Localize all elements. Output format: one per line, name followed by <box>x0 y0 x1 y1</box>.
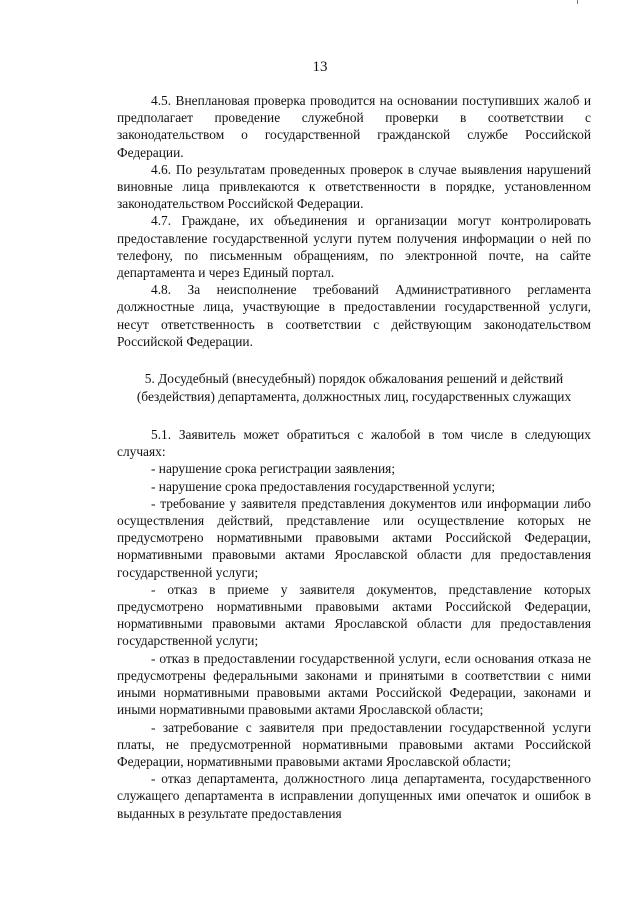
paragraph-5-1: 5.1. Заявитель может обратиться с жалобой в том числе в следующих случаях: <box>117 427 591 460</box>
list-item: - требование у заявителя представления документов или информации либо осуществления действий, представление или осуществление которых не предусмотрено нормативными правовыми актами Российской Федерации, нормативными правовыми актами Ярославской области для предоставления государственной услуги; <box>117 495 591 580</box>
complaint-cases-list <box>117 460 591 821</box>
paragraph-4-8: 4.8. За неисполнение требований Административного регламента должностные лица, участвующие в предоставлении государственной услуги, несут ответственность в соответствии с действующим законодательством Российской Федерации. <box>117 282 591 349</box>
section-5-heading-line-2: (бездействия) департамента, должностных лиц, государственных служащих <box>136 389 572 405</box>
page-body <box>117 92 591 822</box>
section-5-heading <box>117 370 591 406</box>
page-number: 13 <box>312 59 328 75</box>
list-item: - затребование с заявителя при предоставлении государственной услуги платы, не предусмотренной нормативными правовыми актами Российской Федерации, нормативными правовыми актами Ярославской области; <box>117 719 591 769</box>
section-5-heading-line-1: 5. Досудебный (внесудебный) порядок обжалования решений и действий <box>144 371 564 387</box>
list-item: - отказ в приеме у заявителя документов, представление которых предусмотрено нормативными правовыми актами Российской Федерации, нормативными правовыми актами Ярославской области для предоставления государственной услуги; <box>117 581 591 649</box>
scan-corner-mark <box>577 0 584 4</box>
section-spacer <box>117 350 591 370</box>
paragraph-4-5: 4.5. Внеплановая проверка проводится на основании поступивших жалоб и предполагает проведение служебной проверки в соответствии с законодательством о государственной гражданской службе Российской Федерации. <box>117 93 591 160</box>
paragraph-4-7: 4.7. Граждане, их объединения и организации могут контролировать предоставление государственной услуги путем получения информации о ней по телефону, по письменным обращениям, по электронной почте, на сайте департамента и через Единый портал. <box>117 213 591 281</box>
list-item: - отказ департамента, должностного лица департамента, государственного служащего департамента в исправлении допущенных ими опечаток и ошибок в выданных в результате предоставления <box>117 771 591 821</box>
list-item: - нарушение срока предоставления государственной услуги; <box>151 478 496 494</box>
list-item: - нарушение срока регистрации заявления; <box>151 461 396 477</box>
heading-spacer <box>117 406 591 426</box>
paragraph-4-6: 4.6. По результатам проведенных проверок в случае выявления нарушений виновные лица привлекаются к ответственности в порядке, установленном законодательством Российской Федерации. <box>117 161 591 212</box>
list-item: - отказ в предоставлении государственной услуги, если основания отказа не предусмотрены федеральными законами и принятыми в соответствии с ними иными нормативными правовыми актами Российской Федерации, законами и иными нормативными правовыми актами Ярославской области; <box>117 650 591 718</box>
